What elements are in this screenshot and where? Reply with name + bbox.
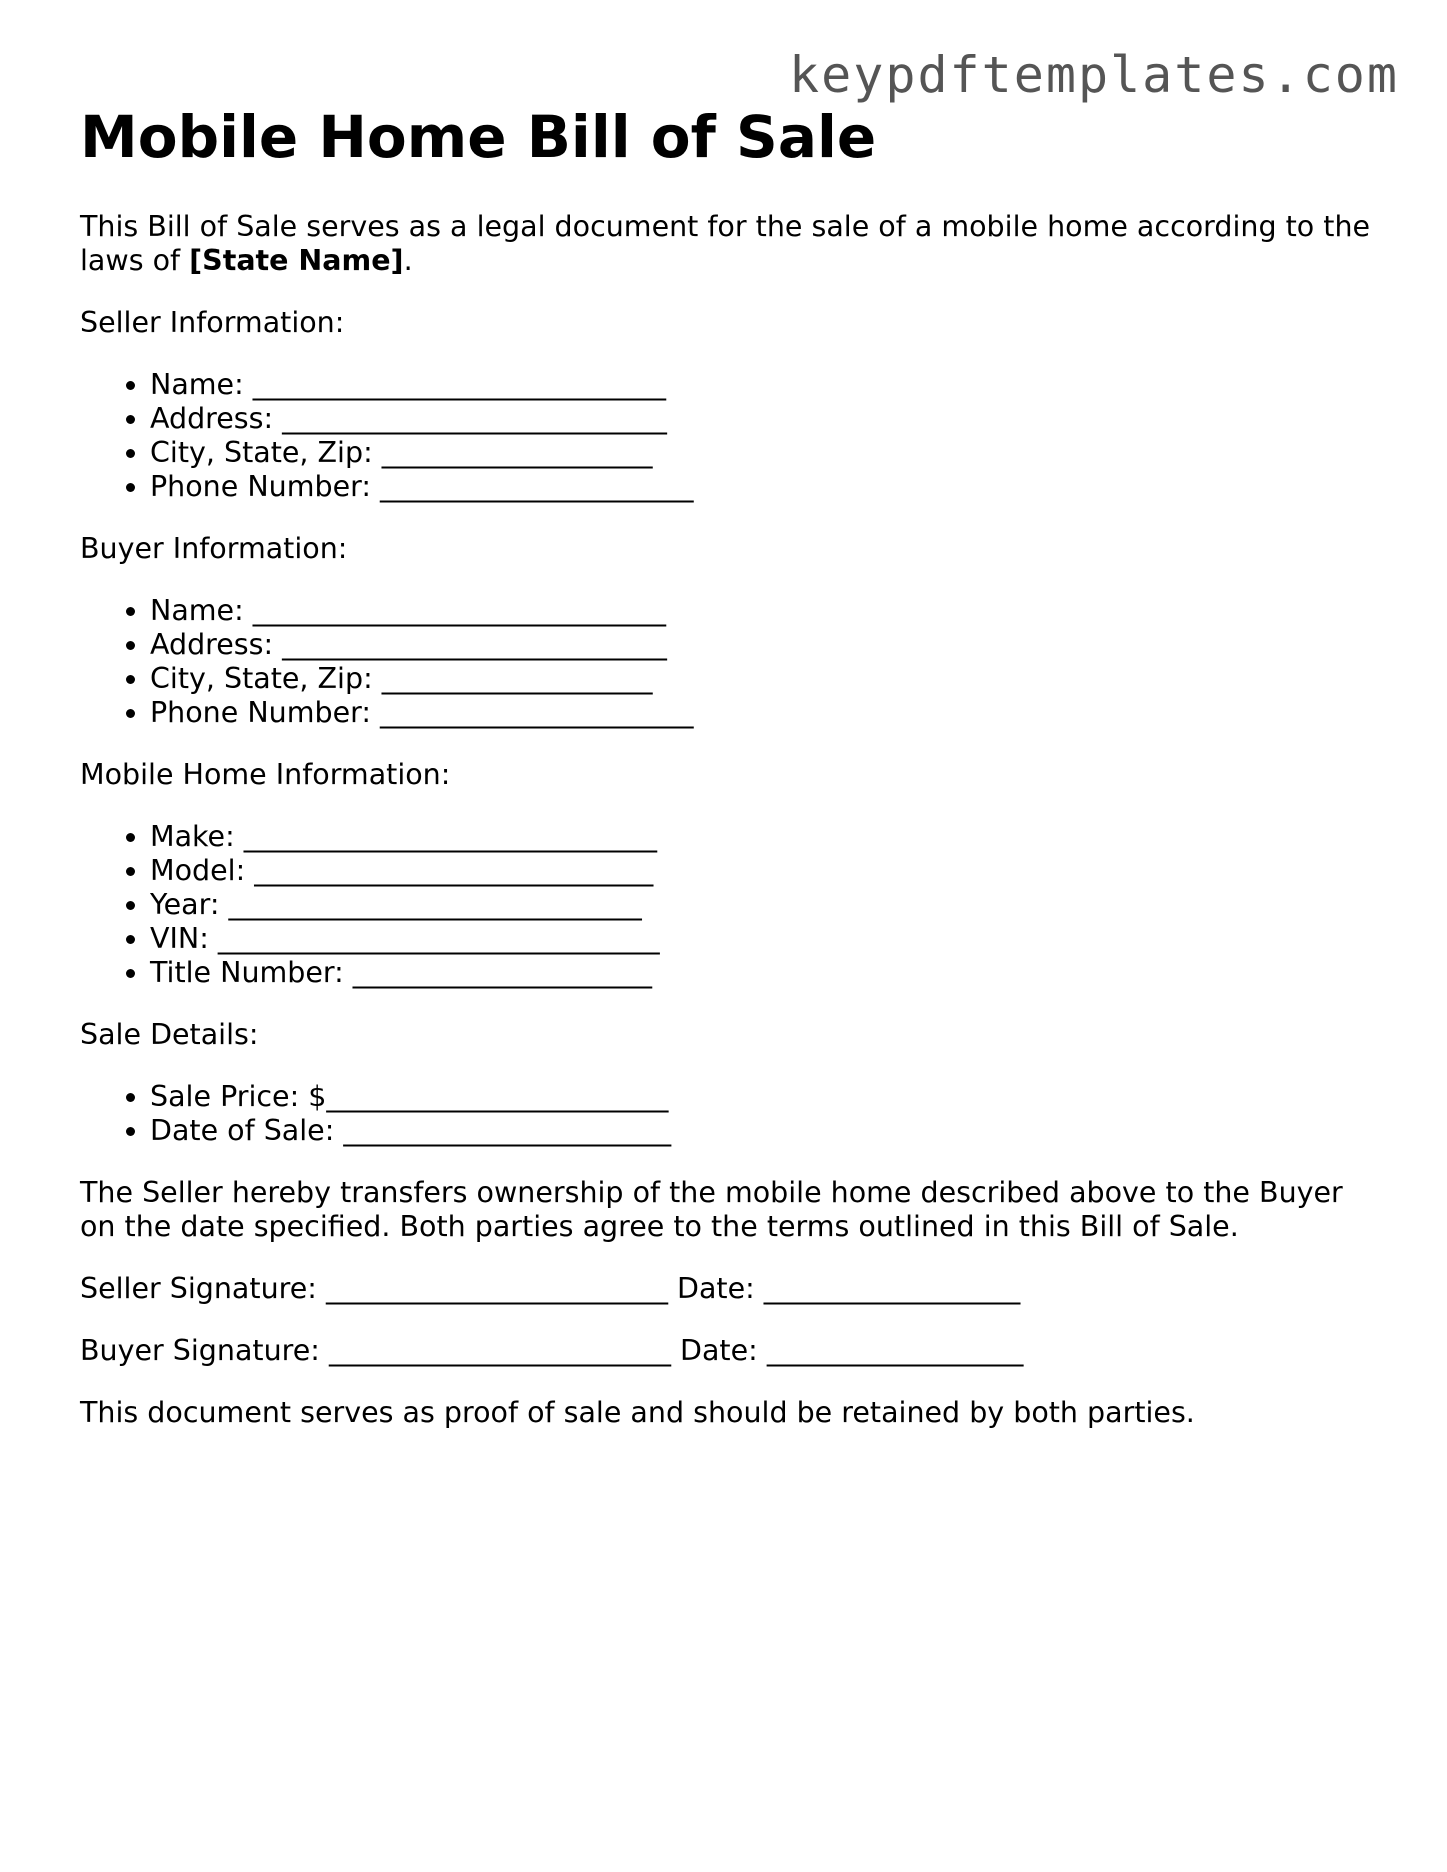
seller-section-heading: Seller Information: [80, 306, 345, 339]
intro-paragraph [80, 210, 1380, 278]
year-field [150, 888, 1380, 922]
buyer-name-field [150, 594, 1380, 628]
buyer-date-label: Date: [680, 1334, 758, 1367]
field-label: VIN: [150, 922, 209, 955]
buyer-section-heading: Buyer Information: [80, 532, 348, 565]
buyer-signature-blank[interactable]: ________________________ [328, 1334, 671, 1367]
seller-address-blank[interactable]: ___________________________ [282, 402, 667, 435]
seller-signature-row [80, 1272, 1380, 1306]
buyer-signature-label: Buyer Signature: [80, 1334, 320, 1367]
buyer-date-blank[interactable]: __________________ [766, 1334, 1024, 1367]
seller-phone-blank[interactable]: ______________________ [380, 470, 694, 503]
document-page [80, 102, 1380, 1430]
title-number-blank[interactable]: _____________________ [352, 956, 653, 989]
sale-price-blank[interactable]: ________________________ [326, 1080, 669, 1113]
seller-name-blank[interactable]: _____________________________ [252, 368, 666, 401]
field-label: Date of Sale: [150, 1114, 335, 1147]
date-of-sale-field [150, 1114, 1380, 1148]
mobile-home-field-list [80, 820, 1380, 990]
make-field [150, 820, 1380, 854]
field-label: Model: [150, 854, 246, 887]
field-label: Year: [150, 888, 220, 921]
seller-city-state-zip-blank[interactable]: ___________________ [381, 436, 653, 469]
field-label: Name: [150, 368, 244, 401]
seller-address-field [150, 402, 1380, 436]
sale-section-heading: Sale Details: [80, 1018, 259, 1051]
seller-date-label: Date: [677, 1272, 755, 1305]
vin-blank[interactable]: _______________________________ [217, 922, 660, 955]
buyer-city-state-zip-field [150, 662, 1380, 696]
buyer-phone-blank[interactable]: ______________________ [380, 696, 694, 729]
vin-field [150, 922, 1380, 956]
field-label: Phone Number: [150, 470, 371, 503]
buyer-city-state-zip-blank[interactable]: ___________________ [381, 662, 653, 695]
field-label: Address: [150, 628, 274, 661]
year-blank[interactable]: _____________________________ [228, 888, 642, 921]
field-label: Phone Number: [150, 696, 371, 729]
buyer-signature-row [80, 1334, 1380, 1368]
model-field [150, 854, 1380, 888]
model-blank[interactable]: ____________________________ [254, 854, 654, 887]
title-number-field [150, 956, 1380, 990]
seller-phone-field [150, 470, 1380, 504]
closing-paragraph: This document serves as proof of sale and should be retained by both parties. [80, 1396, 1195, 1429]
document-title: Mobile Home Bill of Sale [80, 103, 877, 171]
buyer-address-blank[interactable]: ___________________________ [282, 628, 667, 661]
mobile-home-section-heading: Mobile Home Information: [80, 758, 451, 791]
intro-text: This Bill of Sale serves as a legal document for the sale of a mobile home according to the laws of [80, 210, 1371, 277]
seller-date-blank[interactable]: __________________ [763, 1272, 1021, 1305]
state-name-placeholder: [State Name] [189, 244, 404, 277]
field-label: Sale Price: $ [150, 1080, 327, 1113]
buyer-field-list [80, 594, 1380, 730]
sale-price-field [150, 1080, 1380, 1114]
field-label: Make: [150, 820, 235, 853]
field-label: City, State, Zip: [150, 662, 373, 695]
watermark-url: keypdftemplates.com [789, 46, 1399, 104]
field-label: Title Number: [150, 956, 344, 989]
seller-signature-label: Seller Signature: [80, 1272, 317, 1305]
field-label: Address: [150, 402, 274, 435]
seller-name-field [150, 368, 1380, 402]
buyer-phone-field [150, 696, 1380, 730]
seller-field-list [80, 368, 1380, 504]
intro-text-end: . [403, 244, 413, 277]
sale-field-list [80, 1080, 1380, 1148]
buyer-name-blank[interactable]: _____________________________ [252, 594, 666, 627]
field-label: Name: [150, 594, 244, 627]
seller-city-state-zip-field [150, 436, 1380, 470]
buyer-address-field [150, 628, 1380, 662]
transfer-paragraph: The Seller hereby transfers ownership of the mobile home described above to the Buyer on the date specified. Both parties agree to the terms outlined in this Bill of Sale. [80, 1176, 1343, 1243]
field-label: City, State, Zip: [150, 436, 373, 469]
seller-signature-blank[interactable]: ________________________ [325, 1272, 668, 1305]
make-blank[interactable]: _____________________________ [243, 820, 657, 853]
date-of-sale-blank[interactable]: _______________________ [343, 1114, 672, 1147]
